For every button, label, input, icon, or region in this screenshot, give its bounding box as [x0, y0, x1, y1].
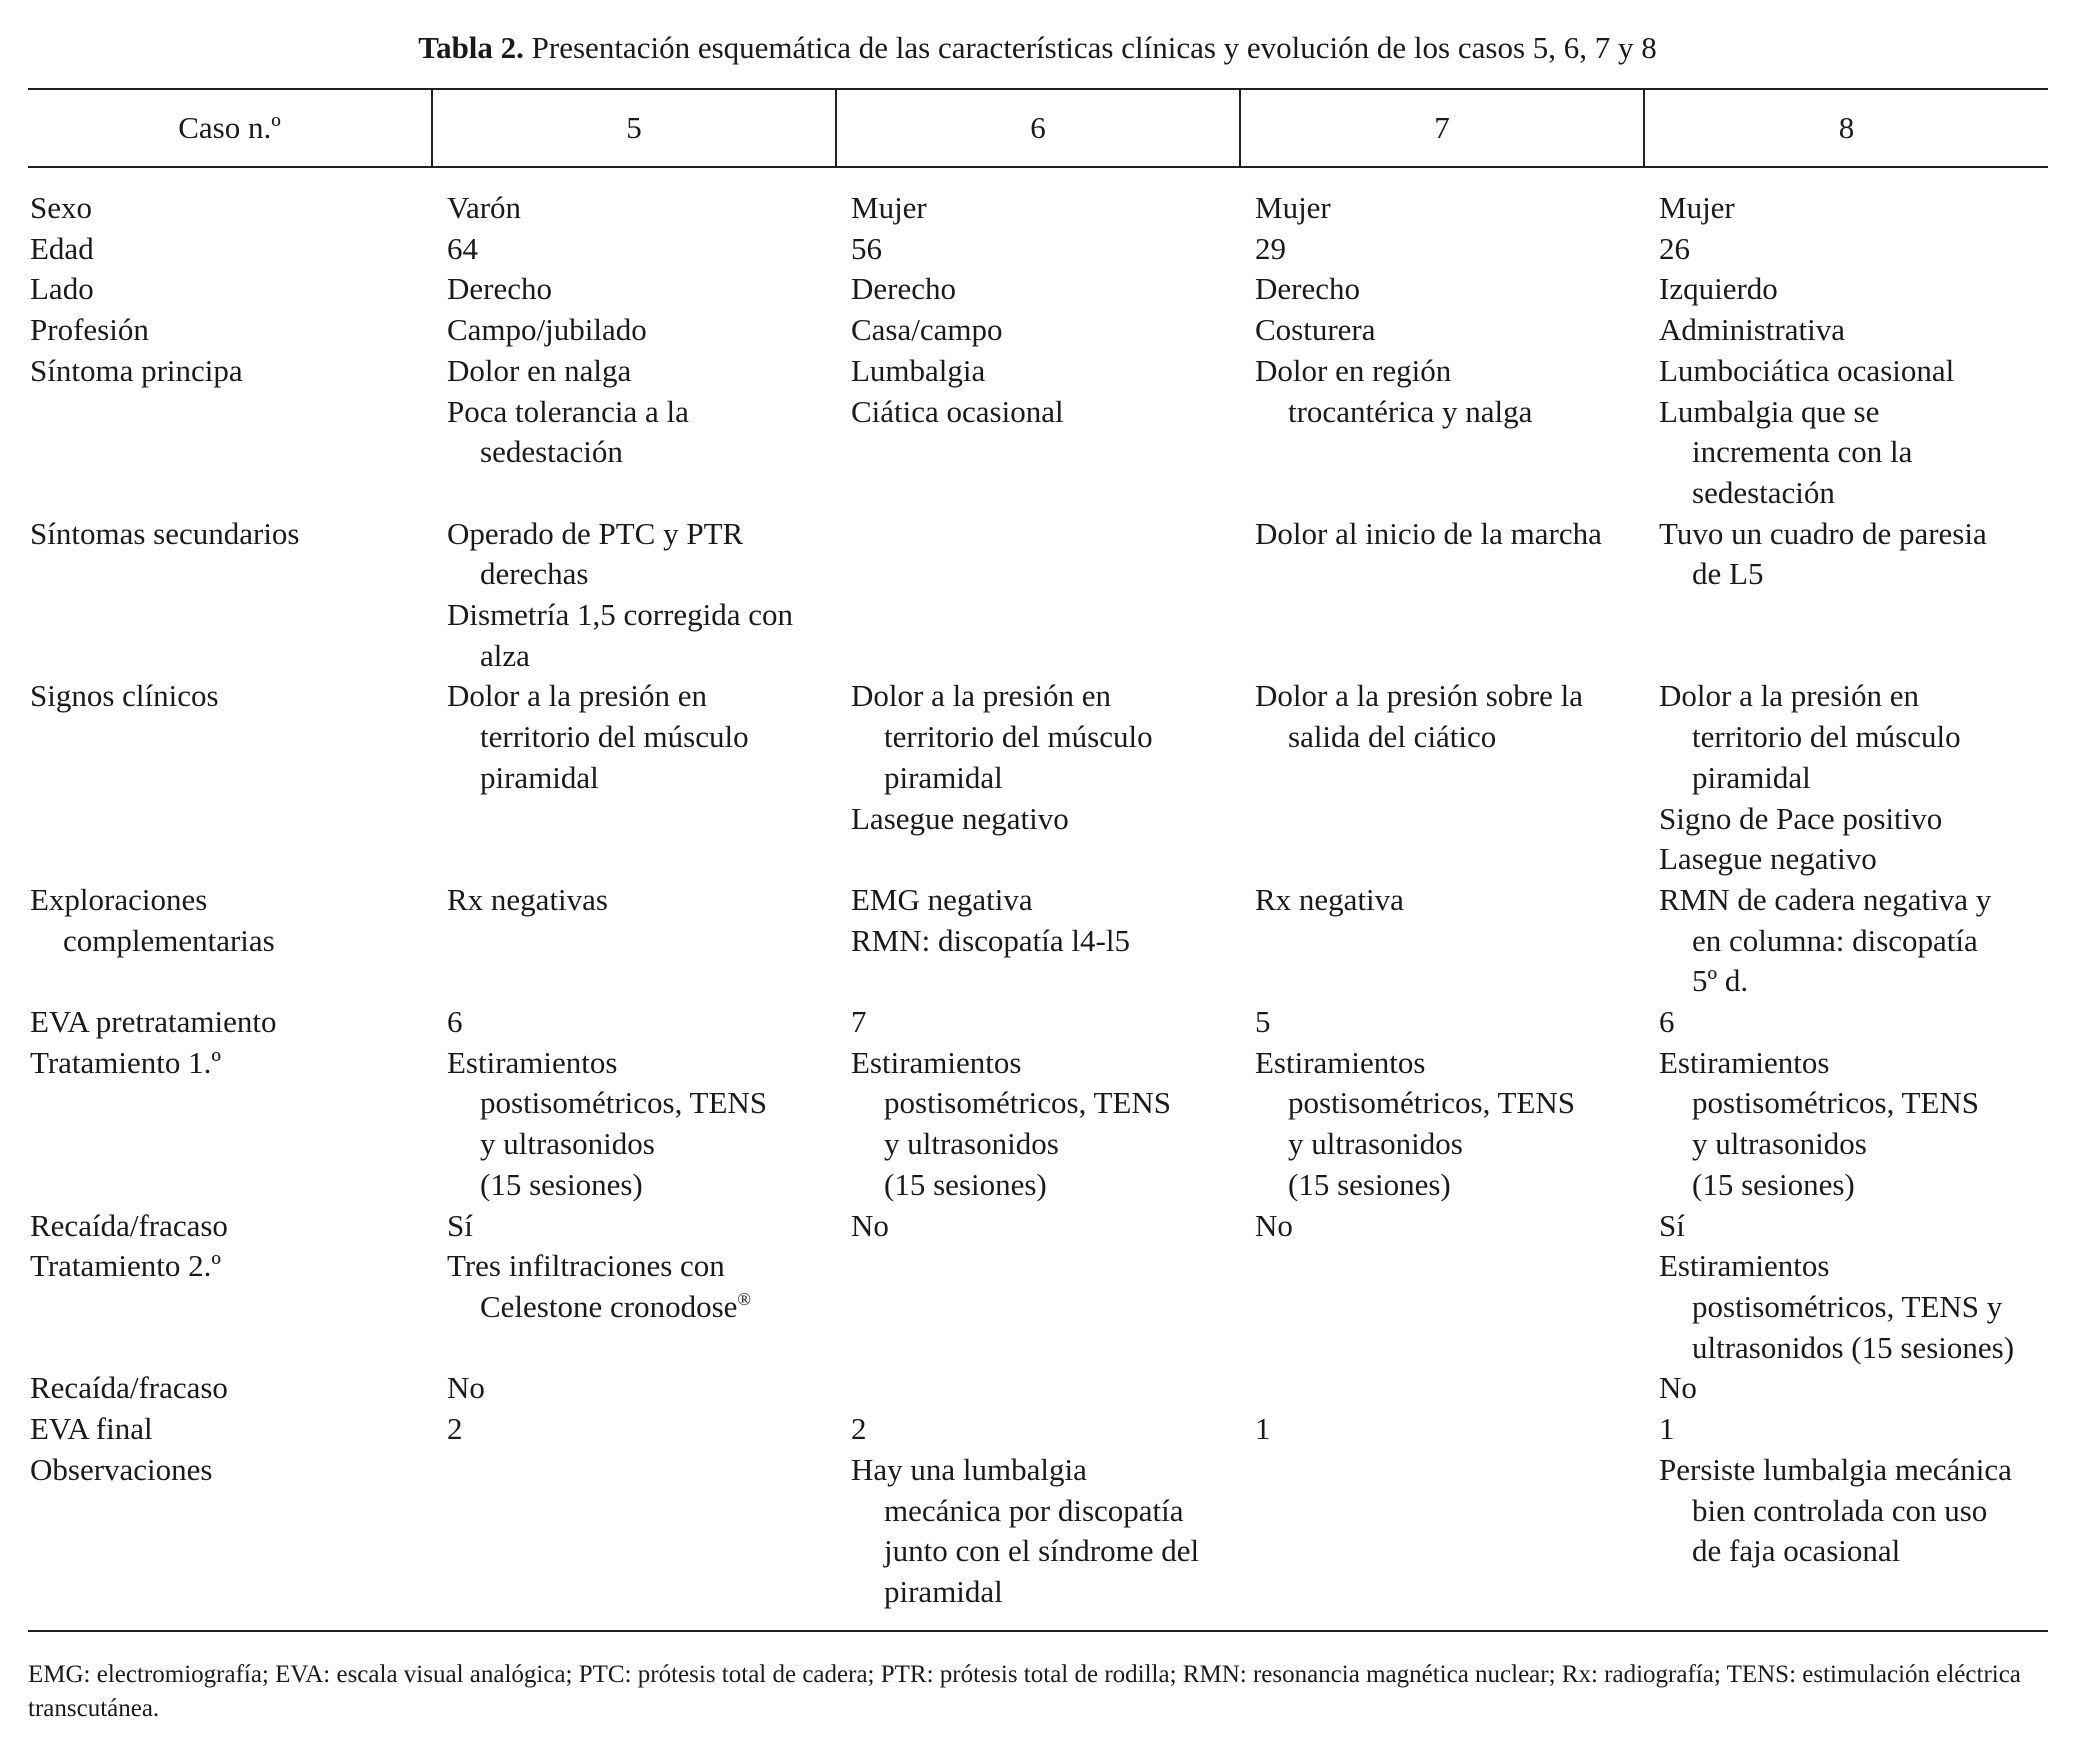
case-cell — [431, 188, 835, 229]
cell-line: (15 sesiones) — [480, 1166, 643, 1202]
cell-line: trocantérica y nalga — [1288, 393, 1533, 429]
cell-line: Persiste lumbalgia mecánica — [1659, 1451, 2012, 1487]
case-cell — [835, 310, 1239, 351]
cell-line: derechas — [480, 556, 589, 592]
cell-line: 29 — [1255, 230, 1286, 266]
cell-line: EMG negativa — [851, 881, 1033, 917]
case-cell — [835, 1409, 1239, 1450]
row-label — [28, 1043, 431, 1206]
header-cell-caso: Caso n.º — [178, 110, 281, 145]
cell-line: Tres infiltraciones con — [447, 1248, 725, 1284]
cell-line: junto con el síndrome del — [884, 1533, 1200, 1569]
cell-line: mecánica por discopatía — [884, 1492, 1184, 1528]
cell-line: Exploraciones — [30, 881, 208, 917]
cell-line: Derecho — [1255, 271, 1360, 307]
table-caption — [0, 30, 2075, 66]
cell-line: Rx negativas — [447, 881, 608, 917]
case-cell — [835, 351, 1239, 514]
case-cell — [1239, 1450, 1643, 1613]
cell-line: piramidal — [1692, 759, 1811, 795]
header-rule — [28, 166, 2048, 168]
caption-label: Tabla 2. — [418, 30, 524, 65]
row-label — [28, 514, 431, 677]
case-cell — [1239, 880, 1643, 1002]
cell-line: 6 — [447, 1004, 463, 1040]
cell-line: Síntoma principa — [30, 352, 243, 388]
cell-line: y ultrasonidos — [1288, 1126, 1463, 1162]
cell-line: alza — [480, 637, 530, 673]
cell-line: Mujer — [851, 190, 927, 225]
case-cell — [835, 880, 1239, 1002]
table-body — [28, 188, 2048, 1613]
case-cell — [835, 1002, 1239, 1043]
cell-line: RMN de cadera negativa y — [1659, 881, 1992, 917]
case-cell — [1643, 514, 2048, 677]
cell-line: salida del ciático — [1288, 719, 1497, 755]
cell-line: Poca tolerancia a la — [447, 393, 689, 429]
cell-line: EVA final — [30, 1411, 153, 1447]
case-cell — [1643, 676, 2048, 880]
cell-line: Estiramientos — [1255, 1044, 1426, 1080]
cell-line: Dolor en nalga — [447, 352, 632, 388]
case-cell — [431, 1368, 835, 1409]
case-cell — [835, 1450, 1239, 1613]
row-label — [28, 269, 431, 310]
cell-line: Dolor a la presión en — [851, 678, 1111, 714]
footnote: EMG: electromiografía; EVA: escala visual analógica; PTC: prótesis total de cadera; PTR: prótesis total de rodilla; RMN: resonancia magnética nuclear; Rx: radiografía; TENS: estimulación eléctrica transcutánea. — [28, 1661, 2021, 1722]
case-cell — [1643, 1409, 2048, 1450]
case-cell — [1239, 1206, 1643, 1247]
cell-line: 1 — [1659, 1411, 1675, 1447]
case-cell — [431, 1409, 835, 1450]
cell-line: Dolor al inicio de la marcha — [1255, 515, 1602, 551]
row-label — [28, 1368, 431, 1409]
cell-line: Estiramientos — [851, 1044, 1022, 1080]
case-cell — [1643, 229, 2048, 270]
cell-line: piramidal — [480, 759, 599, 795]
cell-line: 1 — [1255, 1411, 1271, 1447]
cell-line: Campo/jubilado — [447, 312, 647, 348]
cell-line: Dismetría 1,5 corregida con — [447, 597, 794, 633]
table-row — [28, 1002, 2048, 1043]
case-cell — [431, 1002, 835, 1043]
row-label — [28, 1206, 431, 1247]
case-cell — [431, 1206, 835, 1247]
case-cell — [835, 188, 1239, 229]
cell-line: Operado de PTC y PTR — [447, 515, 744, 551]
caption-text: Presentación esquemática de las características clínicas y evolución de los casos 5, 6, 7 y 8 — [531, 30, 1657, 65]
cell-line: No — [1659, 1370, 1697, 1406]
case-cell — [431, 880, 835, 1002]
table-row — [28, 1409, 2048, 1450]
cell-line: y ultrasonidos — [480, 1126, 655, 1162]
case-cell — [1643, 351, 2048, 514]
case-cell — [431, 1450, 835, 1613]
row-label — [28, 1409, 431, 1450]
row-label — [28, 188, 431, 229]
case-cell — [1643, 1206, 2048, 1247]
cell-line: en columna: discopatía — [1692, 922, 1978, 958]
cell-line: Administrativa — [1659, 312, 1845, 348]
cell-line: Lasegue negativo — [1659, 841, 1877, 877]
cell-line: (15 sesiones) — [1692, 1166, 1855, 1202]
cell-line: Recaída/fracaso — [30, 1370, 228, 1406]
cell-line: Sí — [447, 1207, 473, 1243]
case-cell — [1239, 1246, 1643, 1368]
case-cell — [835, 1368, 1239, 1409]
cell-line: Profesión — [30, 312, 149, 348]
cell-line: Lumbalgia — [851, 352, 986, 388]
header-cell-6: 6 — [835, 90, 1239, 166]
case-cell — [431, 269, 835, 310]
header-cell-7: 7 — [1239, 90, 1643, 166]
case-cell — [431, 229, 835, 270]
cell-line: Estiramientos — [1659, 1248, 1830, 1284]
row-label — [28, 1450, 431, 1613]
cell-line: Sí — [1659, 1207, 1685, 1243]
cell-line: Ciática ocasional — [851, 393, 1064, 429]
case-cell — [835, 514, 1239, 677]
case-cell — [1643, 1043, 2048, 1206]
cell-line: incrementa con la — [1692, 434, 1913, 470]
table-row — [28, 1246, 2048, 1368]
table-row — [28, 351, 2048, 514]
cell-line: No — [447, 1370, 485, 1406]
cell-line: territorio del músculo — [884, 719, 1153, 755]
cell-line: Dolor a la presión en — [447, 678, 707, 714]
case-cell — [1643, 269, 2048, 310]
table-row — [28, 310, 2048, 351]
registered-mark: ® — [737, 1288, 752, 1309]
table-header — [28, 90, 2048, 166]
case-cell — [1643, 1246, 2048, 1368]
cell-line: y ultrasonidos — [884, 1126, 1059, 1162]
cell-line: ultrasonidos (15 sesiones) — [1692, 1329, 2015, 1365]
cell-line: piramidal — [884, 1573, 1003, 1609]
case-cell — [835, 1246, 1239, 1368]
case-cell — [835, 229, 1239, 270]
header-cell-5: 5 — [431, 90, 835, 166]
cell-line: 6 — [1659, 1004, 1675, 1040]
cell-line: 5º d. — [1692, 963, 1749, 999]
cell-line: Tratamiento 1.º — [30, 1044, 222, 1080]
table-row — [28, 880, 2048, 1002]
cell-line: 2 — [851, 1411, 867, 1447]
cell-line: 56 — [851, 230, 882, 266]
cell-line: 26 — [1659, 230, 1690, 266]
cell-line: complementarias — [63, 922, 275, 958]
cell-line: Mujer — [1659, 190, 1735, 225]
case-cell — [1643, 1002, 2048, 1043]
cell-line: y ultrasonidos — [1692, 1126, 1867, 1162]
bottom-rule — [28, 1630, 2048, 1632]
table-row — [28, 269, 2048, 310]
case-cell — [1643, 310, 2048, 351]
case-cell — [1239, 229, 1643, 270]
case-cell — [1239, 1368, 1643, 1409]
cell-line: sedestación — [480, 434, 623, 470]
case-cell — [1643, 188, 2048, 229]
cell-line: Estiramientos — [1659, 1044, 1830, 1080]
table-row — [28, 1043, 2048, 1206]
cell-line: Tratamiento 2.º — [30, 1248, 222, 1284]
case-cell — [835, 269, 1239, 310]
case-cell — [431, 351, 835, 514]
cell-line: Celestone cronodose® — [480, 1288, 752, 1324]
case-cell — [1239, 188, 1643, 229]
cell-line: (15 sesiones) — [1288, 1166, 1451, 1202]
cell-line: Costurera — [1255, 312, 1376, 348]
header-cell-8: 8 — [1643, 90, 2048, 166]
cell-line: Sexo — [30, 190, 92, 225]
row-label — [28, 1246, 431, 1368]
case-cell — [1239, 514, 1643, 677]
cell-line: EVA pretratamiento — [30, 1004, 277, 1040]
table-row — [28, 188, 2048, 229]
cell-line: de L5 — [1692, 556, 1764, 592]
cell-line: (15 sesiones) — [884, 1166, 1047, 1202]
cell-line: Casa/campo — [851, 312, 1003, 348]
cell-line: RMN: discopatía l4-l5 — [851, 922, 1130, 958]
cell-line: bien controlada con uso — [1692, 1492, 1988, 1528]
cell-line: Derecho — [447, 271, 552, 307]
cell-line: Lado — [30, 271, 94, 307]
cell-line: Derecho — [851, 271, 956, 307]
cell-line: postisométricos, TENS — [884, 1085, 1172, 1121]
row-label — [28, 310, 431, 351]
case-cell — [1643, 1450, 2048, 1613]
cell-line: de faja ocasional — [1692, 1533, 1901, 1569]
case-cell — [835, 1043, 1239, 1206]
row-label — [28, 676, 431, 880]
cell-line: Síntomas secundarios — [30, 515, 300, 551]
cell-line: Dolor a la presión sobre la — [1255, 678, 1583, 714]
cell-line: postisométricos, TENS y — [1692, 1288, 2003, 1324]
cell-line: postisométricos, TENS — [480, 1085, 768, 1121]
case-cell — [431, 1043, 835, 1206]
cell-line: Signo de Pace positivo — [1659, 800, 1943, 836]
case-cell — [1239, 1043, 1643, 1206]
case-cell — [1239, 269, 1643, 310]
cell-line: No — [851, 1207, 889, 1243]
row-label — [28, 351, 431, 514]
row-label — [28, 880, 431, 1002]
cell-line: Signos clínicos — [30, 678, 219, 714]
cell-line: territorio del músculo — [1692, 719, 1961, 755]
table-row — [28, 1450, 2048, 1613]
cell-line: sedestación — [1692, 474, 1835, 510]
cell-line: Estiramientos — [447, 1044, 618, 1080]
cell-line: Recaída/fracaso — [30, 1207, 228, 1243]
case-cell — [1239, 1002, 1643, 1043]
cell-line: 7 — [851, 1004, 867, 1040]
cell-line: Varón — [447, 190, 522, 225]
table-row — [28, 229, 2048, 270]
cell-line: Dolor en región — [1255, 352, 1452, 388]
cell-line: Lasegue negativo — [851, 800, 1069, 836]
row-label — [28, 229, 431, 270]
cell-line: Dolor a la presión en — [1659, 678, 1919, 714]
cell-line: territorio del músculo — [480, 719, 749, 755]
case-cell — [1239, 351, 1643, 514]
cell-line: 64 — [447, 230, 478, 266]
case-cell — [835, 676, 1239, 880]
table-row — [28, 1368, 2048, 1409]
case-cell — [1643, 1368, 2048, 1409]
row-label — [28, 1002, 431, 1043]
case-cell — [1239, 1409, 1643, 1450]
case-cell — [431, 310, 835, 351]
cell-line: 2 — [447, 1411, 463, 1447]
cell-line: Tuvo un cuadro de paresia — [1659, 515, 1987, 551]
cell-line: postisométricos, TENS — [1288, 1085, 1576, 1121]
cell-line: 5 — [1255, 1004, 1271, 1040]
cell-line: Edad — [30, 230, 94, 266]
case-cell — [1239, 310, 1643, 351]
table-row — [28, 514, 2048, 677]
cell-line: piramidal — [884, 759, 1003, 795]
case-cell — [1643, 880, 2048, 1002]
cell-line: Rx negativa — [1255, 881, 1404, 917]
table-row — [28, 1206, 2048, 1247]
cell-line: Izquierdo — [1659, 271, 1778, 307]
cell-line: Mujer — [1255, 190, 1331, 225]
cell-line: Observaciones — [30, 1451, 213, 1487]
case-cell — [1239, 676, 1643, 880]
case-cell — [431, 676, 835, 880]
case-cell — [431, 1246, 835, 1368]
cell-line: Lumbociática ocasional — [1659, 352, 1955, 388]
cell-line: No — [1255, 1207, 1293, 1243]
case-cell — [835, 1206, 1239, 1247]
case-cell — [431, 514, 835, 677]
table-row — [28, 676, 2048, 880]
cell-line: postisométricos, TENS — [1692, 1085, 1980, 1121]
cell-line: Lumbalgia que se — [1659, 393, 1880, 429]
cell-line: Hay una lumbalgia — [851, 1451, 1087, 1487]
